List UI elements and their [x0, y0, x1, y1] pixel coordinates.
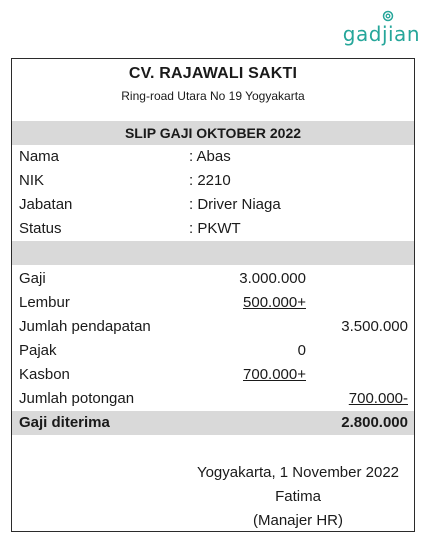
company-name: CV. RAJAWALI SAKTI — [128, 65, 298, 82]
row-nik — [12, 169, 414, 193]
row-lembur — [12, 291, 414, 315]
label-gaji: Gaji — [19, 270, 46, 287]
row-nama — [12, 145, 414, 169]
swirl-icon — [382, 10, 394, 22]
value-kasbon: 700.000+ — [243, 366, 306, 383]
row-gaji-diterima — [12, 411, 414, 435]
row-potongan — [12, 387, 414, 411]
salary-slip — [11, 58, 415, 532]
label-status: Status — [19, 220, 62, 237]
value-pajak: 0 — [297, 342, 306, 359]
value-lembur: 500.000+ — [243, 294, 306, 311]
label-potongan: Jumlah potongan — [19, 390, 135, 407]
gadjian-logo — [330, 10, 420, 44]
label-nama: Nama — [19, 148, 60, 165]
value-gaji-diterima: 2.800.000 — [341, 414, 408, 431]
section-divider — [12, 241, 414, 265]
value-status: : PKWT — [189, 220, 241, 237]
row-jabatan — [12, 193, 414, 217]
value-gaji: 3.000.000 — [239, 270, 306, 287]
signature-role: (Manajer HR) — [252, 512, 343, 529]
slip-title: SLIP GAJI OKTOBER 2022 — [12, 121, 414, 145]
label-kasbon: Kasbon — [19, 366, 70, 383]
row-pajak — [12, 339, 414, 363]
logo-text: gadjian — [342, 22, 420, 46]
value-potongan: 700.000- — [348, 390, 408, 407]
value-pendapatan: 3.500.000 — [341, 318, 408, 335]
label-pendapatan: Jumlah pendapatan — [19, 318, 151, 335]
value-nama: : Abas — [189, 148, 231, 165]
value-nik: : 2210 — [189, 172, 231, 189]
label-nik: NIK — [19, 172, 45, 189]
row-gaji — [12, 267, 414, 291]
row-status — [12, 217, 414, 241]
label-pajak: Pajak — [19, 342, 57, 359]
row-kasbon — [12, 363, 414, 387]
row-pendapatan — [12, 315, 414, 339]
label-gaji-diterima: Gaji diterima — [19, 414, 110, 431]
company-address: Ring-road Utara No 19 Yogyakarta — [121, 89, 305, 103]
signature-place-date: Yogyakarta, 1 November 2022 — [196, 464, 400, 481]
label-lembur: Lembur — [19, 294, 70, 311]
label-jabatan: Jabatan — [19, 196, 73, 213]
signature-name: Fatima — [275, 488, 321, 505]
value-jabatan: : Driver Niaga — [189, 196, 281, 213]
